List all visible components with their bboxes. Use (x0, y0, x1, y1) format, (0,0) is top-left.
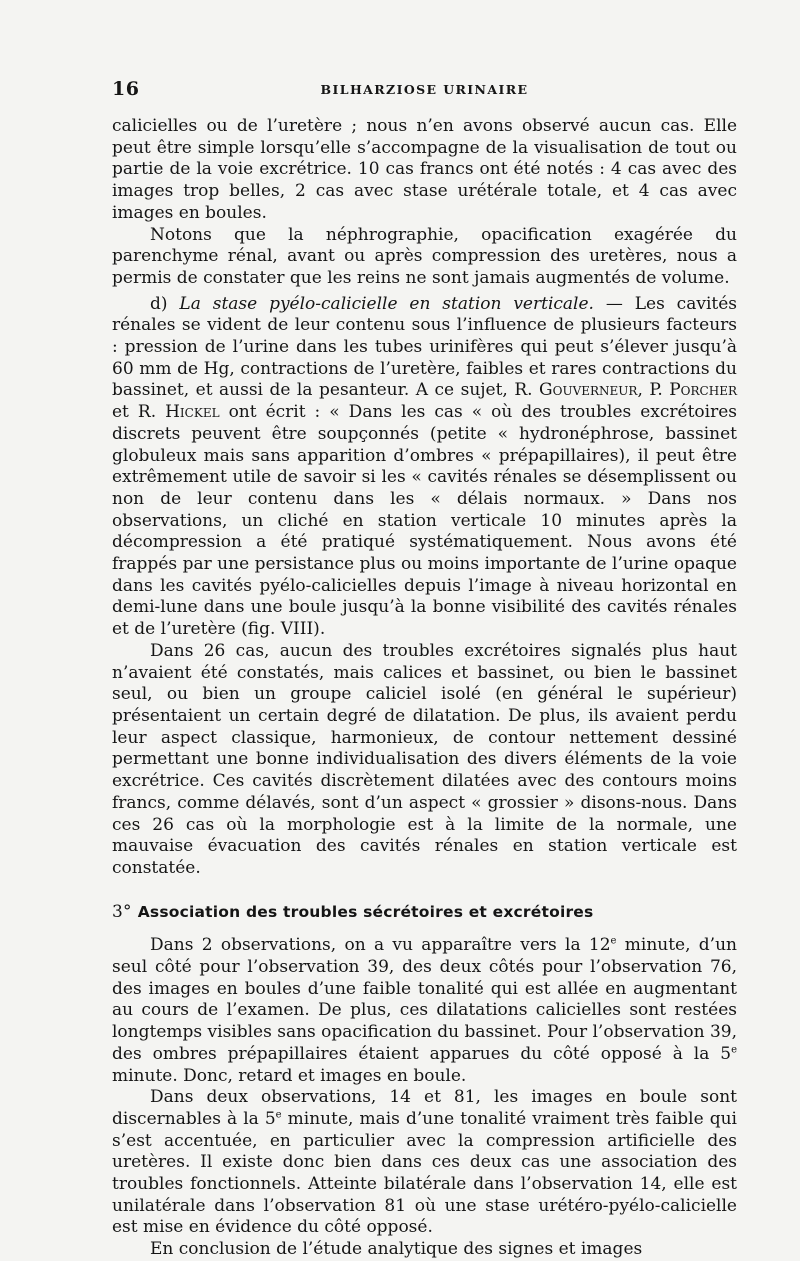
author-name-hickel: Hickel (165, 402, 220, 423)
paragraph-5 (112, 935, 737, 1087)
section-title: Association des troubles sécrétoires et excrétoires (137, 902, 594, 921)
author-name-gouverneur: Gouverneur (539, 380, 638, 401)
page-number: 16 (112, 78, 140, 100)
paragraph-7: En conclusion de l’étude analytique des signes et images (150, 1239, 643, 1260)
section-number: 3° (112, 901, 132, 922)
paragraph-2: Notons que la néphrographie, opacification exagérée du parenchyme rénal, avant ou après compression des uretères, nous a permis de constater que les reins ne sont jamais augmentés de volume. (112, 224, 737, 288)
paragraph-3-text-b: , P. (637, 380, 670, 401)
running-title: BILHARZIOSE URINAIRE (320, 82, 529, 97)
paragraph-3-lead: d) (150, 293, 180, 314)
paragraph-4: Dans 26 cas, aucun des troubles excrétoires signalés plus haut n’avaient été constatés, mais calices et bassinet, ou bien le bassinet seul, ou bien un groupe caliciel isolé (en général le supérieur) présentaient un certain degré de dilatation. De plus, ils avaient perdu leur aspect classique, harmonieux, de contour nettement dessiné permettant une bonne individualisation des divers éléments de la voie excrétrice. Ces cavités discrètement dilatées avec des contours moins francs, comme délavés, sont d’un aspect « grossier » disons-nous. Dans ces 26 cas où la morphologie est à la limite de la normale, une mauvaise évacuation des cavités rénales en station verticale est constatée. (112, 640, 737, 878)
paragraph-5-text-a: Dans 2 observations, on a vu apparaître vers la 12 (150, 935, 611, 956)
paragraph-5-text-c: minute. Donc, retard et images en boule. (112, 1065, 467, 1086)
paragraph-1: calicielles ou de l’uretère ; nous n’en avons observé aucun cas. Elle peut être simple lorsqu’elle s’accompagne de la visualisation de tout ou partie de la voie excrétrice. 10 cas francs ont été notés : 4 cas avec des images trop belles, 2 cas avec stase urétérale totale, et 4 cas avec images en boules. (112, 116, 737, 223)
page-header (112, 78, 737, 108)
section-heading (112, 902, 737, 924)
ordinal-superscript: e (610, 935, 617, 947)
ordinal-superscript: e (731, 1044, 737, 1056)
paragraph-6 (112, 1087, 737, 1239)
paragraph-6-text-a: Dans deux observations, 14 et 81, les images en boule sont discernables à la 5 (112, 1087, 737, 1129)
paragraph-5-text-b: minute, d’un seul côté pour l’observation 39, des deux côtés pour l’observation 76, des images en boules d’une faible tonalité qui est allée en augmentant au cours de l’examen. De plus, ces dilatations calicielles sont restées longtemps visibles sans opacification du bassinet. Pour l’observation 39, des ombres prépapillaires étaient apparues du côté opposé à la 5 (112, 935, 737, 1064)
author-name-porcher: Porcher (669, 380, 737, 401)
paragraph-3-text-d: ont écrit : « Dans les cas « où des troubles excrétoires discrets peuvent être soupçonnés (petite « hydronéphrose, bassinet globuleux mais sans apparition d’ombres « prépapillaires), il peut être extrêmement utile de savoir si les « cavités rénales se désemplissent ou non de leur contenu dans les « délais normaux. » Dans nos observations, un cliché en station verticale 10 minutes après la décompression a été pratiqué systématiquement. Nous avons été frappés par une persistance plus ou moins importante de l’urine opaque dans les cavités pyélo-calicielles depuis l’image à niveau horizontal en demi-lune dans une boule jusqu’à la bonne visibilité des cavités rénales et de l’uretère (fig. VIII). (112, 402, 738, 640)
paragraph-3-text-c: et R. (112, 402, 166, 423)
body-text (112, 116, 737, 1261)
paragraph-3-italic-title: La stase pyélo-calicielle en station verticale. (179, 293, 594, 314)
paragraph-3 (112, 294, 737, 641)
paragraph-3-text-a: — Les cavités rénales se vident de leur contenu sous l’influence de plusieurs facteurs : pression de l’urine dans les tubes urinifères qui peut s’élever jusqu’à 60 mm de Hg, contractions de l’uretère, faibles et rares contractions du bassinet, et aussi de la pesanteur. A ce sujet, R. (112, 293, 737, 401)
ordinal-superscript: e (275, 1109, 282, 1121)
paragraph-6-text-b: minute, mais d’une tonalité vraiment très faible qui s’est accentuée, en particulier avec la compression artificielle des uretères. Il existe donc bien dans ces deux cas une association des troubles fonctionnels. Atteinte bilatérale dans l’observation 14, elle est unilatérale dans l’observation 81 où une stase urétéro-pyélo-calicielle est mise en évidence du côté opposé. (112, 1108, 737, 1238)
